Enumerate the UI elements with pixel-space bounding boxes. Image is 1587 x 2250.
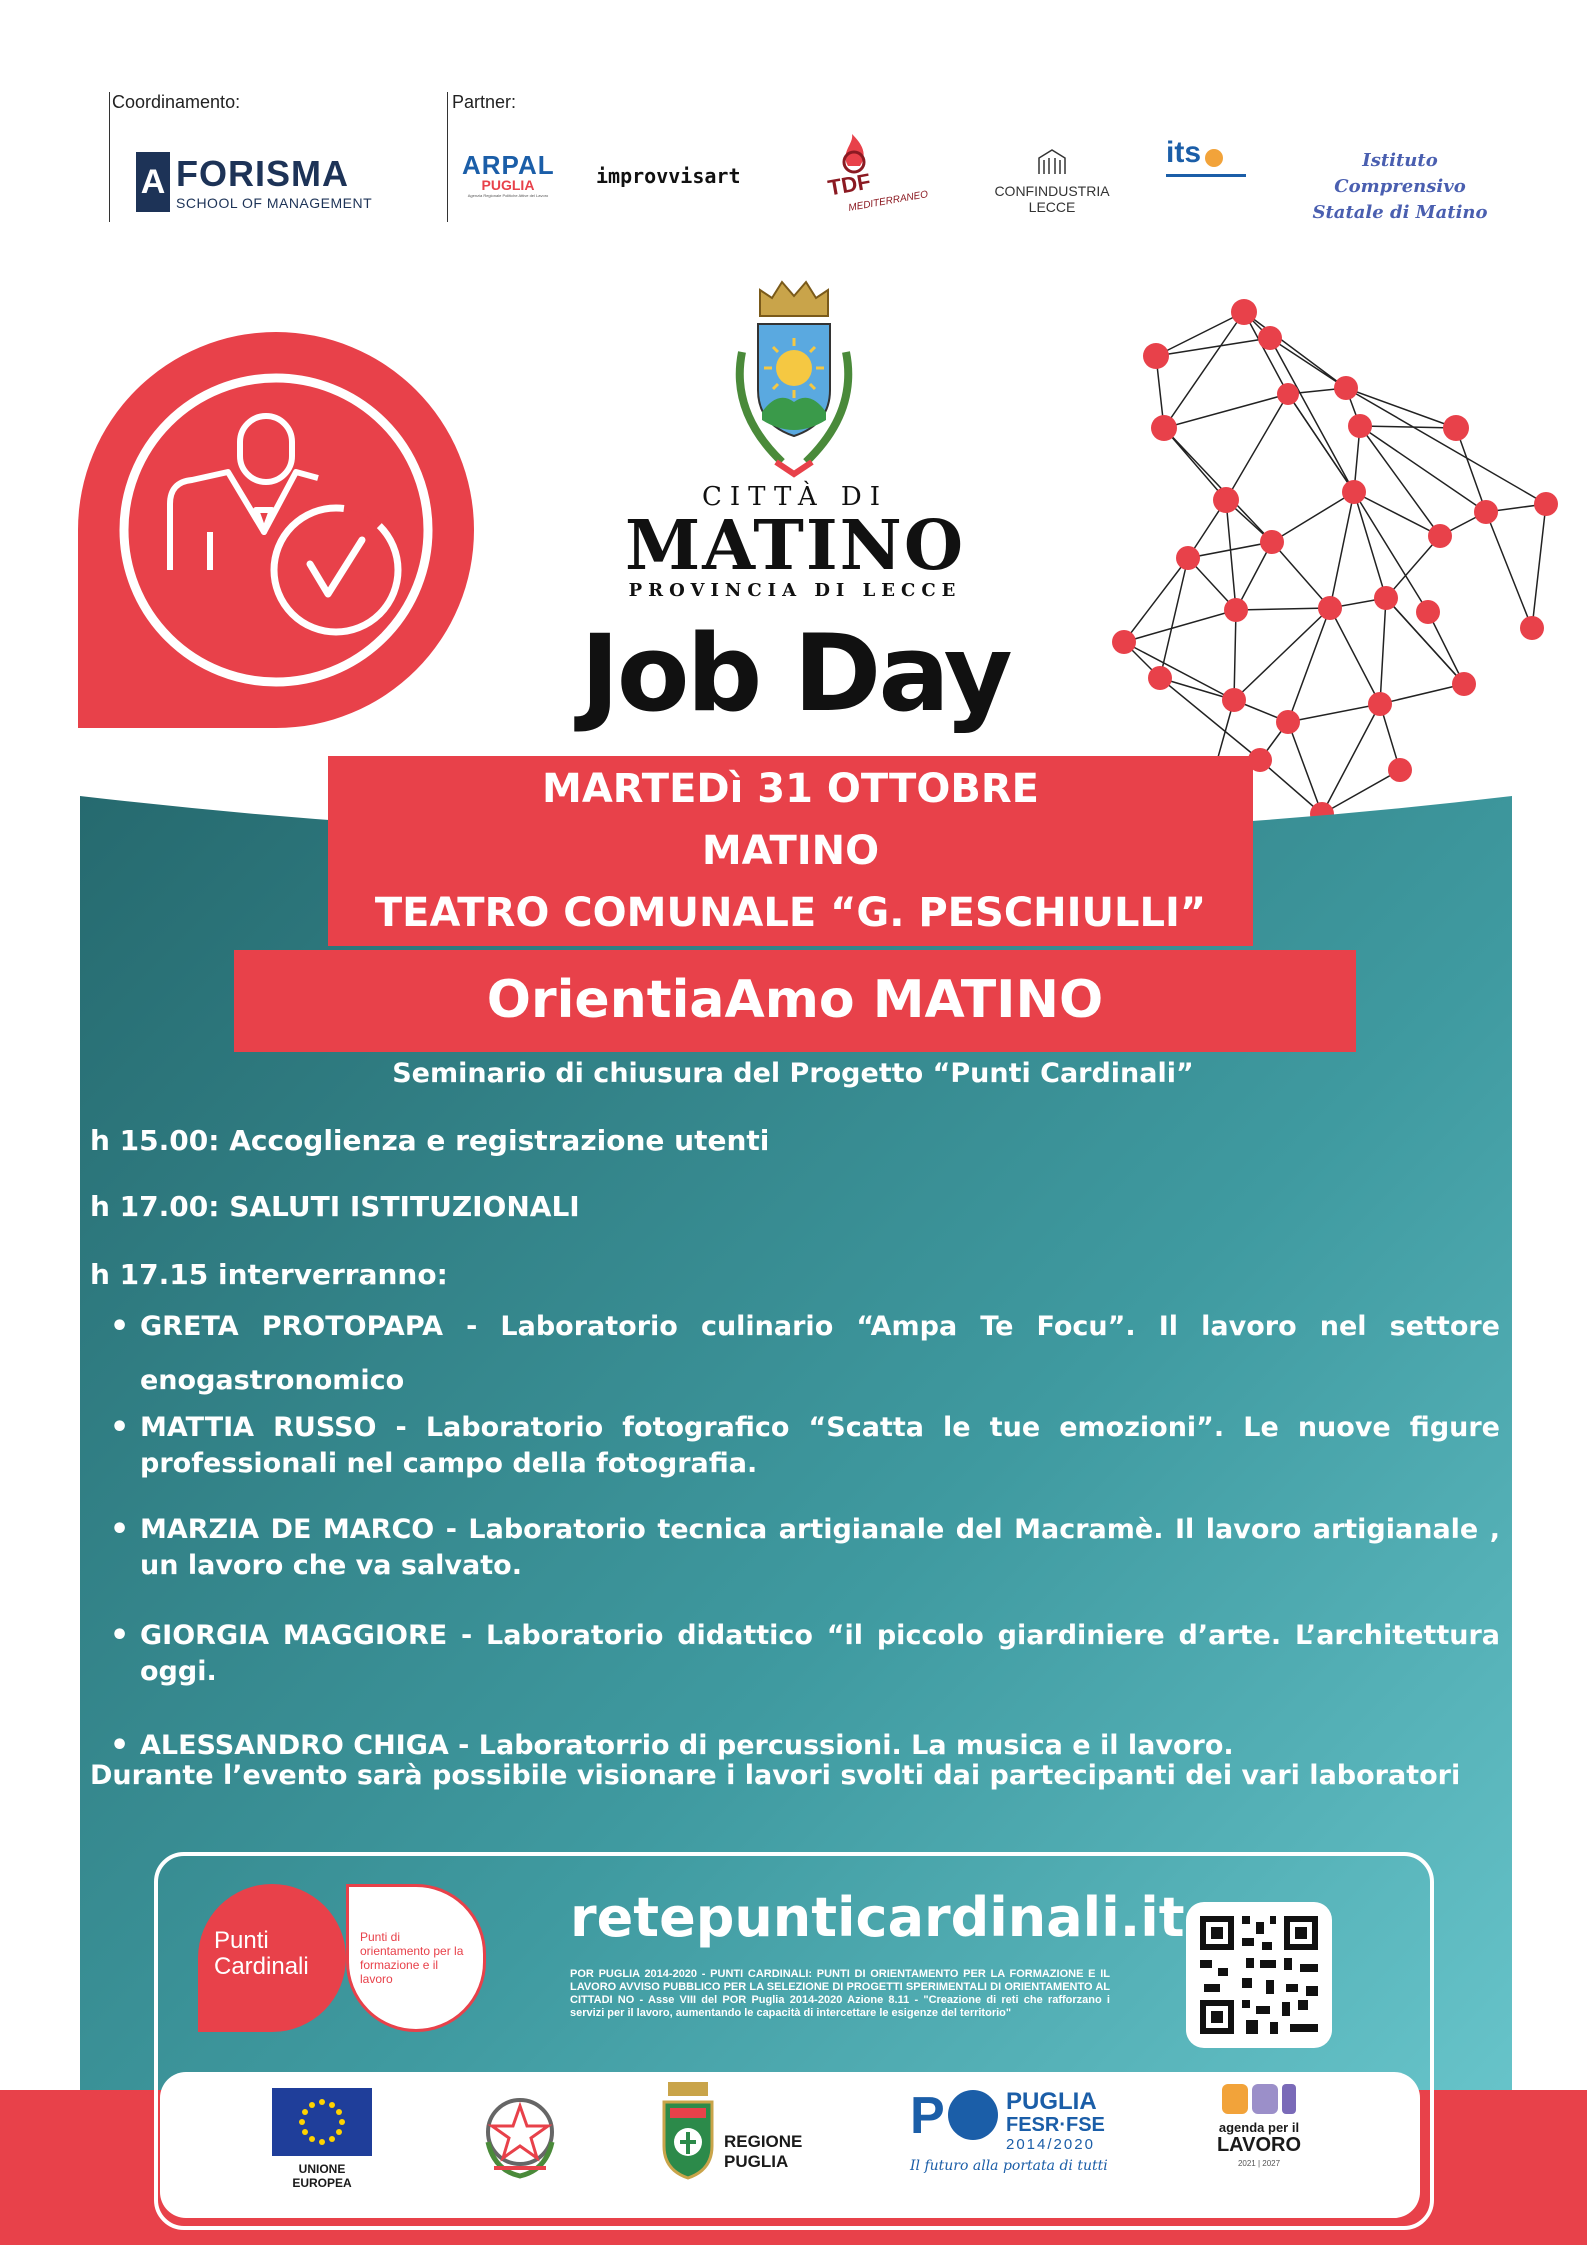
eu-stars-icon	[272, 2088, 372, 2156]
por-p-letter: P	[910, 2087, 945, 2145]
bullet: •	[110, 1410, 130, 1445]
partner-label: Partner:	[452, 92, 517, 112]
arpal-region: PUGLIA	[481, 177, 535, 193]
por-years: 2014/2020	[1006, 2136, 1095, 2153]
speaker-text: MARZIA DE MARCO - Laboratorio tecnica artigianale del Macramè. Il lavoro artigianale , un lavoro che va salvato.	[140, 1514, 1500, 1581]
puglia-shield-icon	[660, 2080, 716, 2180]
agenda-text: agenda per il	[1218, 2120, 1300, 2135]
eu-logo	[272, 2088, 372, 2190]
agenda-mark-a	[1222, 2084, 1248, 2114]
program-title-banner	[234, 950, 1356, 1052]
its-mark-icon	[1205, 149, 1223, 167]
website-url[interactable]: retepunticardinali.it	[570, 1886, 1185, 1949]
istituto-logo: Istituto Comprensivo Statale di Matino	[1312, 150, 1488, 223]
agenda-lavoro-logo	[1206, 2084, 1312, 2204]
city-name: MATINO	[624, 506, 966, 586]
its-name: its	[1166, 136, 1202, 169]
pins	[1112, 299, 1558, 826]
agenda-mark-icon	[1206, 2084, 1312, 2114]
event-subtitle: Seminario di chiusura del Progetto “Punti Cardinali”	[392, 1058, 1194, 1089]
eu-label: UNIONE EUROPEA	[292, 2162, 352, 2190]
aforisma-mark: A	[136, 152, 170, 212]
its-underline	[1166, 174, 1246, 177]
speaker-text: MATTIA RUSSO - Laboratorio fotografico “Scatta le tue emozioni”. Le nuove figure professionali nel campo della fotografia.	[140, 1412, 1500, 1479]
por-circle-icon	[948, 2090, 998, 2140]
tdf-name: TDF	[826, 168, 873, 201]
bullet: •	[110, 1512, 130, 1547]
aforisma-logo	[136, 152, 372, 212]
arpal-name: ARPAL	[462, 150, 555, 180]
person-check-icon	[78, 332, 474, 728]
program-title: OrientiaAmo MATINO	[486, 970, 1104, 1030]
arpal-sub: Agenzia Regionale Politiche Attive del Lavoro	[467, 193, 549, 198]
list-item	[110, 1512, 1500, 1584]
speaker-text: ALESSANDRO CHIGA - Laboratorrio di percussioni. La musica e il lavoro.	[140, 1730, 1234, 1761]
confindustria-name: CONFINDUSTRIA LECCE	[994, 183, 1110, 215]
eu-flag-icon	[272, 2088, 372, 2156]
agenda-mark-l	[1282, 2084, 1296, 2114]
aforisma-tagline: SCHOOL OF MANAGEMENT	[176, 195, 373, 211]
event-place: MATINO	[701, 828, 880, 874]
list-item	[110, 1410, 1500, 1482]
list-item	[110, 1728, 1500, 1764]
regione-puglia-logo	[660, 2080, 820, 2200]
schedule-item-welcome: h 15.00: Accoglienza e registrazione utenti	[90, 1124, 770, 1157]
regione-label: REGIONE PUGLIA	[724, 2132, 803, 2171]
arpal-logo	[462, 150, 554, 198]
pc-title: Punti Cardinali	[214, 1927, 309, 1980]
coat-of-arms-icon	[712, 272, 876, 482]
coordination-label: Coordinamento:	[112, 92, 241, 112]
por-fund: FESR·FSE	[1006, 2114, 1105, 2136]
list-item	[110, 1300, 1500, 1408]
speaker-text: GRETA PROTOPAPA - Laboratorio culinario “Ampa Te Focu”. Il lavoro nel settore enogastronomico	[140, 1311, 1500, 1396]
tdf-sub: MEDITERRANEO	[847, 189, 929, 214]
confindustria-logo	[972, 146, 1132, 215]
city-line1: CITTÀ DI	[701, 482, 889, 512]
qr-code[interactable]	[1186, 1902, 1332, 2048]
closing-note: Durante l’evento sarà possibile visionare i lavori svolti dai partecipanti dei vari laboratori	[90, 1760, 1461, 1791]
tdf-logo	[818, 132, 929, 218]
divider	[447, 92, 448, 222]
speaker-list	[110, 1300, 1500, 1764]
confindustria-icon	[1035, 146, 1069, 178]
event-title: Job Day	[580, 612, 1010, 735]
qr-code-icon	[1186, 1902, 1332, 2048]
aforisma-name: FORISMA	[176, 153, 349, 194]
event-date: MARTEDì 31 OTTOBRE	[542, 766, 1039, 812]
event-info-banner	[328, 756, 1253, 946]
event-venue: TEATRO COMUNALE “G. PESCHIULLI”	[374, 890, 1207, 936]
italy-emblem	[474, 2088, 566, 2182]
matino-coat-of-arms	[712, 272, 876, 482]
job-icon-badge	[78, 332, 474, 728]
speaker-text: GIORGIA MAGGIORE - Laboratorio didattico “il piccolo giardiniere d’arte. L’architettura oggi.	[140, 1620, 1500, 1687]
project-description: POR PUGLIA 2014-2020 - PUNTI CARDINALI: PUNTI DI ORIENTAMENTO PER LA FORMAZIONE E IL LAVORO AVVISO PUBBLICO PER LA SELEZIONE DI PROGETTI SPERIMENTALI DI ORIENTAMENTO AL CITTADI NO - Asse VIII del POR Puglia 2014-2020 Azione 8.11 - "Creazione di reti che rafforzano i servizi per il lavoro, aumentando le capacità di intercettare le esigenze del territorio"	[570, 1968, 1110, 2019]
city-province: PROVINCIA DI LECCE	[628, 580, 962, 601]
schedule-item-speakers: h 17.15 interverranno:	[90, 1258, 448, 1291]
its-logo	[1166, 136, 1256, 177]
por-tagline: Il futuro alla portata di tutti	[910, 2158, 1108, 2174]
schedule-item-greetings: h 17.00: SALUTI ISTITUZIONALI	[90, 1190, 580, 1223]
agenda-years: 2021 | 2027	[1237, 2159, 1281, 2168]
bullet: •	[110, 1309, 130, 1344]
agenda-mark-x	[1252, 2084, 1278, 2114]
bullet: •	[110, 1728, 130, 1763]
por-puglia-logo	[910, 2086, 1130, 2196]
pc-subtitle: Punti di orientamento per la formazione e il lavoro	[360, 1930, 464, 1986]
punti-cardinali-logo	[198, 1884, 492, 2038]
list-item	[110, 1618, 1500, 1690]
bullet: •	[110, 1618, 130, 1653]
por-name: PUGLIA	[1006, 2088, 1097, 2115]
improvvisart-logo: improvvisart	[596, 164, 741, 188]
divider	[109, 92, 110, 222]
agenda-big: LAVORO	[1216, 2134, 1302, 2156]
italy-star-emblem-icon	[474, 2088, 566, 2182]
